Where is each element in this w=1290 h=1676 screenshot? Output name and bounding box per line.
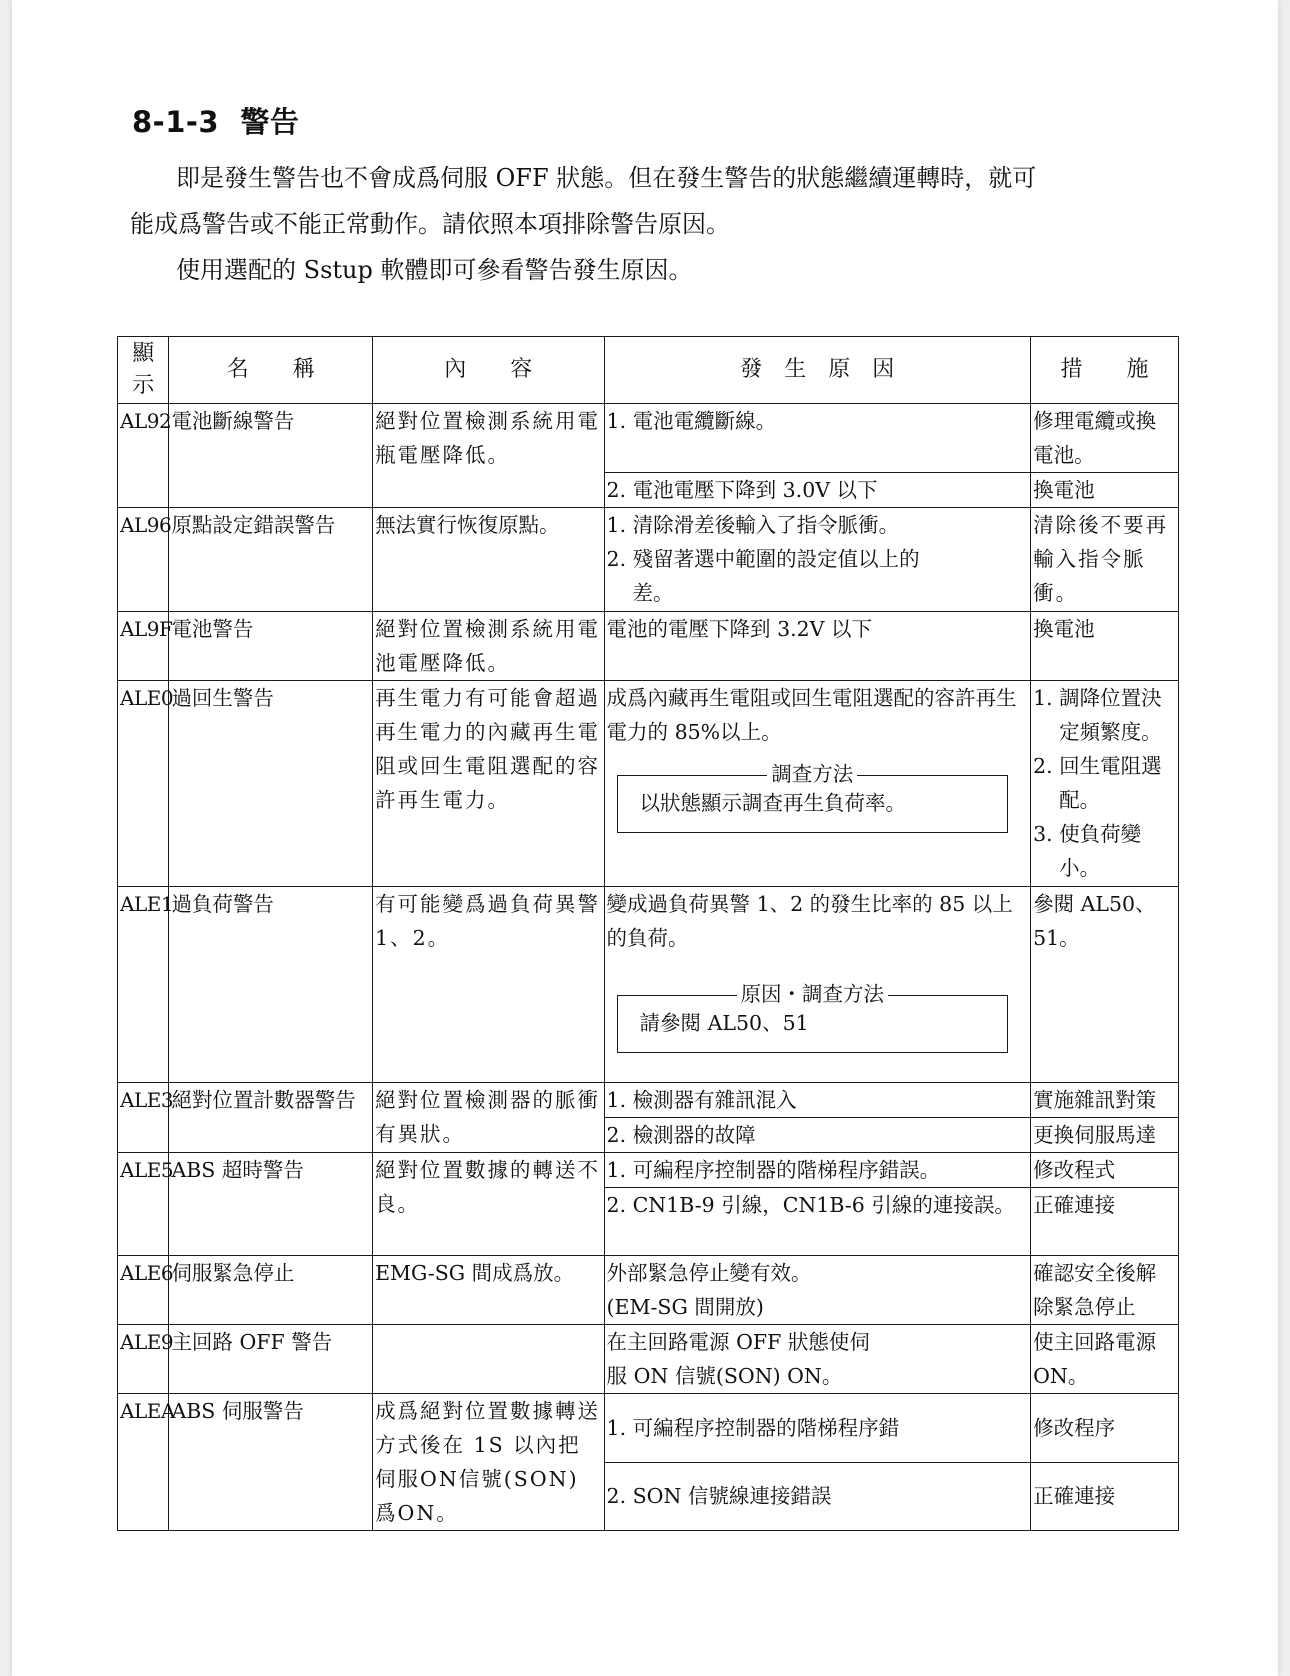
alarm-content: 有可能變爲過負荷異警 1、2。 xyxy=(373,887,604,1083)
alarm-content: 無法實行恢復原點。 xyxy=(373,508,604,612)
alarm-cause: 2. SON 信號線連接錯誤 xyxy=(604,1462,1031,1531)
alarm-cause: 1. 清除滑差後輸入了指令脈衝。 2. 殘留著選中範圍的設定值以上的 差。 xyxy=(604,508,1031,612)
section-heading xyxy=(132,100,299,141)
alarm-action: 修理電纜或換電池。 xyxy=(1031,404,1179,473)
alarm-action: 使主回路電源ON。 xyxy=(1031,1325,1179,1394)
header-content: 內 容 xyxy=(373,337,604,404)
investigation-box-title: 調查方法 xyxy=(767,762,857,786)
alarm-action: 實施雜訊對策 xyxy=(1031,1083,1179,1118)
alarm-name: 過回生警告 xyxy=(169,681,373,887)
table-row xyxy=(118,508,1179,612)
alarm-name: 電池斷線警告 xyxy=(169,404,373,508)
investigation-box-text: 以狀態顯示調查再生負荷率。 xyxy=(639,791,907,815)
investigation-box xyxy=(617,762,1009,833)
intro-paragraph-line-1: 即是發生警告也不會成爲伺服 OFF 狀態。但在發生警告的狀態繼續運轉時，就可 xyxy=(176,164,1037,192)
alarm-cause: 2. CN1B-9 引線，CN1B-6 引線的連接誤。 xyxy=(604,1188,1031,1256)
alarm-action: 修改程序 xyxy=(1031,1394,1179,1463)
alarm-name: ABS 超時警告 xyxy=(169,1153,373,1256)
table-row xyxy=(118,612,1179,681)
alarm-code: AL92 xyxy=(118,404,169,508)
alarm-cause: 電池的電壓下降到 3.2V 以下 xyxy=(604,612,1031,681)
table-row xyxy=(118,1153,1179,1188)
alarm-cause: 在主回路電源 OFF 狀態使伺 服 ON 信號(SON) ON。 xyxy=(604,1325,1031,1394)
table-header-row xyxy=(118,337,1179,404)
table-row xyxy=(118,681,1179,887)
section-number: 8-1-3 xyxy=(132,105,220,139)
table-row xyxy=(118,404,1179,473)
alarm-code: ALE1 xyxy=(118,887,169,1083)
alarm-cause: 1. 電池電纜斷線。 xyxy=(604,404,1031,473)
alarm-action: 1. 調降位置決 定頻繁度。 2. 回生電阻選 配。 3. 使負荷變 小。 xyxy=(1031,681,1179,887)
alarm-content: 成爲絕對位置數據轉送方式後在 1S 以內把伺服ON信號(SON) 爲ON。 xyxy=(373,1394,604,1531)
warning-table xyxy=(117,336,1179,1531)
alarm-action: 換電池 xyxy=(1031,473,1179,508)
alarm-name: 主回路 OFF 警告 xyxy=(169,1325,373,1394)
header-cause: 發 生 原 因 xyxy=(604,337,1031,404)
alarm-name: 原點設定錯誤警告 xyxy=(169,508,373,612)
header-action: 措 施 xyxy=(1031,337,1179,404)
alarm-action: 清除後不要再輸入指令脈衝。 xyxy=(1031,508,1179,612)
alarm-cause: 成爲內藏再生電阻或回生電阻選配的容許再生電力的 85%以上。 調查方法 以狀態顯示調查再生負荷率。 xyxy=(604,681,1031,887)
table-row xyxy=(118,1325,1179,1394)
alarm-code: ALE6 xyxy=(118,1256,169,1325)
alarm-content: 再生電力有可能會超過再生電力的內藏再生電阻或回生電阻選配的容許再生電力。 xyxy=(373,681,604,887)
alarm-code: ALEA xyxy=(118,1394,169,1531)
table-row xyxy=(118,1256,1179,1325)
alarm-cause: 2. 電池電壓下降到 3.0V 以下 xyxy=(604,473,1031,508)
section-title: 警告 xyxy=(240,105,300,139)
alarm-content: 絕對位置檢測系統用電瓶電壓降低。 xyxy=(373,404,604,508)
alarm-name: 電池警告 xyxy=(169,612,373,681)
table-row xyxy=(118,887,1179,1083)
alarm-cause: 變成過負荷異警 1、2 的發生比率的 85 以上的負荷。 原因・調查方法 請參閱 AL50、51 xyxy=(604,887,1031,1083)
table-row xyxy=(118,1394,1179,1463)
alarm-name: 伺服緊急停止 xyxy=(169,1256,373,1325)
alarm-code: AL9F xyxy=(118,612,169,681)
alarm-action: 修改程式 xyxy=(1031,1153,1179,1188)
header-code: 顯 示 xyxy=(118,337,169,404)
alarm-content: 絕對位置檢測系統用電池電壓降低。 xyxy=(373,612,604,681)
alarm-content: 絕對位置數據的轉送不良。 xyxy=(373,1153,604,1256)
alarm-action: 確認安全後解除緊急停止 xyxy=(1031,1256,1179,1325)
alarm-name: 過負荷警告 xyxy=(169,887,373,1083)
alarm-content: EMG-SG 間成爲放。 xyxy=(373,1256,604,1325)
alarm-action: 正確連接 xyxy=(1031,1462,1179,1531)
investigation-box xyxy=(617,982,1009,1053)
table-row xyxy=(118,1083,1179,1118)
alarm-cause: 2. 檢測器的故障 xyxy=(604,1118,1031,1153)
intro-paragraph-line-2: 能成爲警告或不能正常動作。請依照本項排除警告原因。 xyxy=(130,210,730,238)
alarm-content: 絕對位置檢測器的脈衝有異狀。 xyxy=(373,1083,604,1153)
alarm-code: AL96 xyxy=(118,508,169,612)
alarm-cause: 1. 可編程序控制器的階梯程序錯誤。 xyxy=(604,1153,1031,1188)
alarm-cause: 1. 檢測器有雜訊混入 xyxy=(604,1083,1031,1118)
alarm-content xyxy=(373,1325,604,1394)
alarm-name: 絕對位置計數器警告 xyxy=(169,1083,373,1153)
intro-paragraph-line-3: 使用選配的 Sstup 軟體即可參看警告發生原因。 xyxy=(176,256,693,284)
document-page xyxy=(12,0,1278,1676)
alarm-action: 參閱 AL50、51。 xyxy=(1031,887,1179,1083)
alarm-name: ABS 伺服警告 xyxy=(169,1394,373,1531)
header-name: 名 稱 xyxy=(169,337,373,404)
alarm-code: ALE0 xyxy=(118,681,169,887)
alarm-cause: 外部緊急停止變有效。 (EM-SG 間開放) xyxy=(604,1256,1031,1325)
alarm-action: 更換伺服馬達 xyxy=(1031,1118,1179,1153)
investigation-box-text: 請參閱 AL50、51 xyxy=(639,1011,809,1035)
alarm-action: 正確連接 xyxy=(1031,1188,1179,1256)
investigation-box-title: 原因・調查方法 xyxy=(737,982,889,1006)
alarm-code: ALE3 xyxy=(118,1083,169,1153)
alarm-action: 換電池 xyxy=(1031,612,1179,681)
alarm-cause: 1. 可編程序控制器的階梯程序錯 xyxy=(604,1394,1031,1463)
alarm-code: ALE5 xyxy=(118,1153,169,1256)
alarm-code: ALE9 xyxy=(118,1325,169,1394)
